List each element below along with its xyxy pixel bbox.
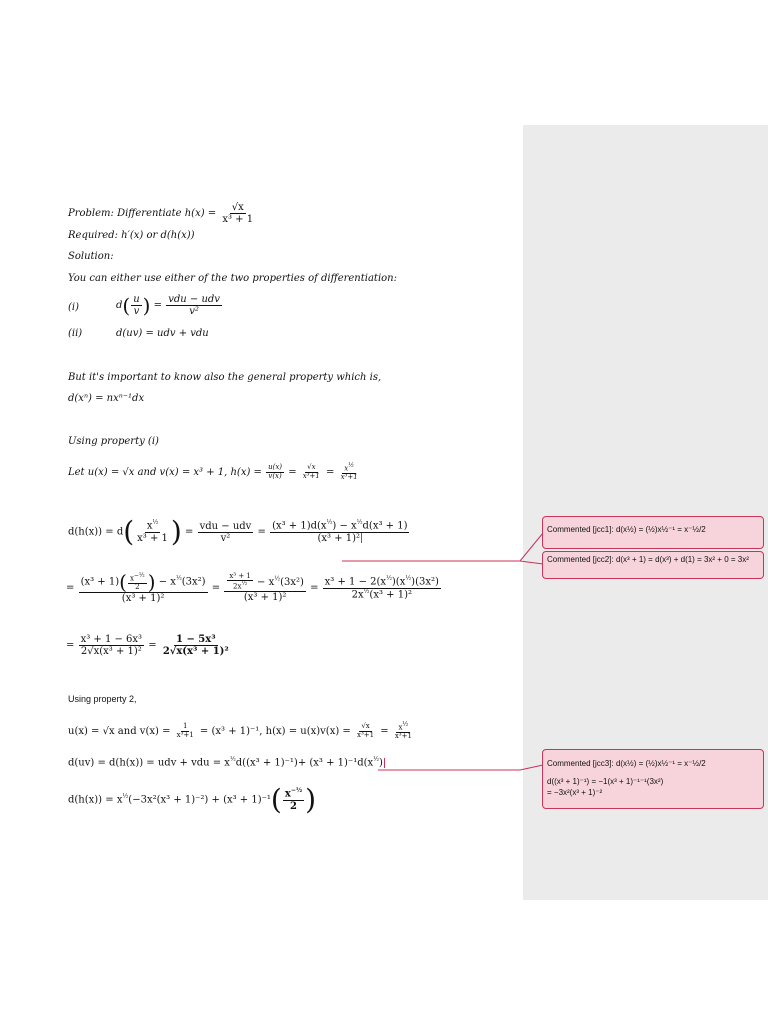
solution-heading: Solution:	[68, 251, 114, 262]
comment-label: Commented [jcc2]:	[547, 555, 614, 564]
problem-denominator: x³ + 1	[222, 214, 254, 225]
comment-text-2: d((x³ + 1)⁻¹) = −1(x³ + 1)⁻¹⁻¹(3x²)	[547, 777, 664, 787]
duv-line: d(uv) = d(h(x)) = udv + vdu = $x^{\frac{1}{2}}d((x^3 + 1)^{-1})+ (x^3 + 1)^{-1}d(x^{\frac{1}{2}})$	[68, 756, 383, 769]
let-line-text: Let u(x) = √x and v(x) = x³ + 1, h(x) =	[68, 466, 262, 478]
comment-label: Commented [jcc3]:	[547, 759, 614, 768]
prop2-label: (ii)	[68, 328, 83, 339]
prop2-setup-line: u(x) = √x and v(x) = $\frac{1}{\text{x³+1}}$ = (x³ + 1)⁻¹, h(x) = u(x)v(x) = $\frac{√x}{\text{x³+1}}$ = $\frac{x^{\frac{1}{2}}}{\text{x³+1}}$	[68, 721, 412, 741]
prop1-label: (i)	[68, 302, 80, 313]
prop2-setup-text: u(x) = √x and v(x) =	[68, 725, 171, 737]
quotient-step-1: d(h(x)) = d( $\frac{x^{\frac{1}{2}}}{\text{x³ + 1}}$ ) = $\frac{\text{vdu − udv}}{\text{v²}}$ = $\frac{(x^3 + 1)d(x^{\frac{1}{2}}) - x^{\frac{1}{2}}d(x^3 + 1)}{\text{(x³ + 1)²}}$	[68, 515, 408, 548]
final-line: $d(h(x)) = x^{\frac{1}{2}}(-3x^2(x^3 + 1)^{-2}) + (x^3 + 1)^{-1}$( $\frac{x^{-\frac{1}{2}}}{2}$ )	[68, 783, 317, 816]
general-property-line: But it's important to know also the general property which is,	[68, 372, 382, 383]
prop1-numerator: vdu − udv	[168, 294, 220, 305]
comment-text: d(x½) = (½)x½⁻¹ = x⁻½/2	[615, 525, 706, 534]
prop1-formula: d( $\frac{u}{v}$ ) = $\frac{\text{vdu − udv}}{\text{v²}}$	[116, 293, 220, 318]
final-text: d(h(x)) = x	[68, 794, 123, 806]
prop2-formula: d(uv) = udv + vdu	[116, 328, 209, 339]
comment-jcc1[interactable]	[542, 516, 764, 549]
comment-label: Commented [jcc1]:	[547, 525, 614, 534]
prop1-denominator: v²	[189, 306, 199, 317]
problem-text: Problem: Differentiate h(x) =	[68, 208, 217, 219]
prop1-lhs: d	[116, 300, 123, 311]
comment-text: d(x½) = (½)x½⁻¹ = x⁻½/2	[615, 759, 706, 768]
comment-text: d(x³ + 1) = d(x³) + d(1) = 3x² + 0 = 3x²	[615, 555, 749, 564]
using-property-1-heading: Using property (i)	[68, 436, 159, 447]
comment-jcc3[interactable]	[542, 749, 764, 809]
let-line: Let u(x) = √x and v(x) = x³ + 1, h(x) = $\frac{u(x)}{v(x)}$ = $\frac{√x}{\text{x³+1}}$ = $\frac{x^{\frac{1}{2}}}{\text{x³+1}}$	[68, 462, 358, 482]
problem-numerator: √x	[231, 202, 244, 213]
comment-jcc2[interactable]	[542, 551, 764, 579]
required-line: Required: h′(x) or d(h(x))	[68, 230, 195, 241]
duv-text: d(uv) = d(h(x)) = udv + vdu = x	[68, 757, 230, 769]
problem-line	[68, 202, 256, 225]
using-property-2-heading: Using property 2,	[68, 694, 137, 704]
quotient-step-3: = $\frac{\text{x³ + 1 − 6x³}}{\text{2√x(x³ + 1)²}}$ = $\frac{\text{1 − 5x³}}{\text{2√x(x³ + 1)²}}$	[66, 634, 229, 657]
intro-line: You can either use either of the two properties of differentiation:	[68, 273, 397, 284]
quotient-step-2: = (x³ + 1)( $\frac{x^{-\frac{1}{2}}}{2}$ ) − $x^{\frac{1}{2}}(3x^2)$ (x³ + 1)² = $\frac{\text{x³ + 1}}{2x^{\frac{1}{2}}}$ − $x^{\frac{1}{2}}(3x^2)$ (x³ + 1)² = $\frac{x^3 + 1 - 2(x^{\frac{1}{2}})(x^{\frac{1}{2}})(3x^2)}{2x^{\frac{1}{2}}(x^3 + 1)^2}$	[66, 570, 439, 604]
duv-text-b: d((x³ + 1)⁻¹)+ (x³ + 1)⁻¹d(x	[235, 757, 374, 769]
comment-text-3: = −3x²(x³ + 1)⁻²	[547, 787, 603, 797]
final-text-b: (−3x²(x³ + 1)⁻²) + (x³ + 1)⁻¹	[128, 794, 271, 806]
power-rule-line: d(xⁿ) = nxⁿ⁻¹dx	[68, 393, 145, 404]
prop2-setup-text-b: = (x³ + 1)⁻¹, h(x) = u(x)v(x) =	[199, 725, 351, 737]
